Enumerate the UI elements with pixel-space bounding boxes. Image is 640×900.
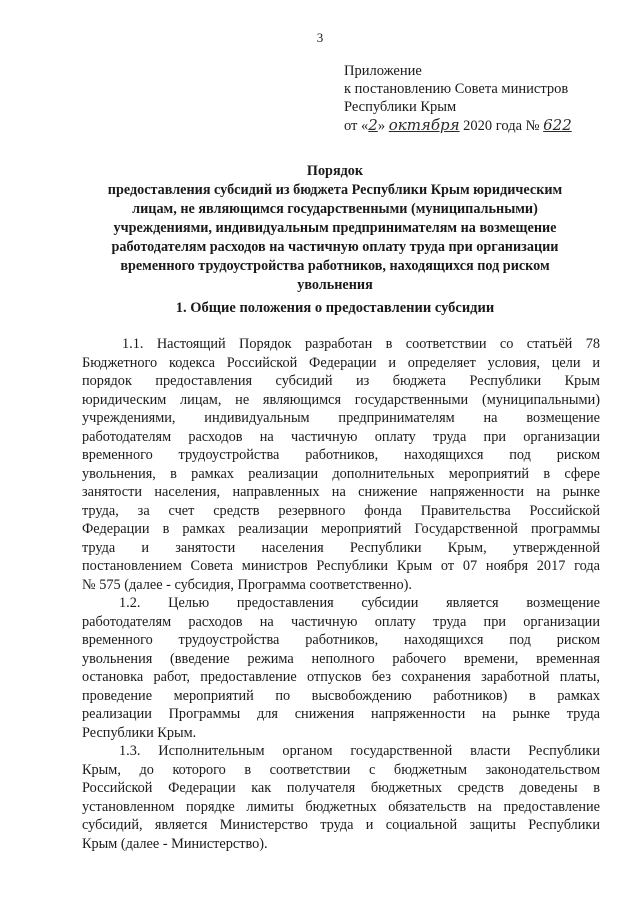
text-line: 1.3. Исполнительным органом государственной власти Республики (119, 743, 600, 759)
text-line: временного трудоустройства работников, находящихся под риском (82, 632, 600, 648)
text-line: учреждениями, индивидуальным предпринимателям на возмещение (82, 410, 600, 426)
text-line: № 575 (далее - субсидия, Программа соответственно). (82, 576, 412, 593)
handwritten-month: октября (388, 116, 460, 134)
title-line: лицам, не являющимся государственными (муниципальными) (132, 201, 538, 217)
text-line: Федерации в рамках реализации мероприятий Государственной программы (82, 521, 600, 537)
handwritten-doc-number: 622 (543, 116, 572, 134)
text-line: Республики Крым. (82, 724, 197, 741)
page-number: 3 (316, 30, 324, 45)
title-line: учреждениями, индивидуальным предпринимателям на возмещение (113, 220, 557, 236)
section-heading: 1. Общие положения о предоставлении субсидии (175, 300, 495, 316)
handwritten-day: 2 (368, 116, 378, 134)
appendix-resolution: к постановлению Совета министров (344, 81, 569, 97)
paragraph-1-1 (82, 335, 600, 594)
text-line: работодателям расходов на частичную оплату труда при организации (82, 613, 600, 630)
title-line: работодателям расходов на частичную оплату труда при организации (111, 239, 559, 255)
text-line: юридическим лицам, не являющимся государственными (муниципальными) (82, 391, 600, 408)
title-line: Порядок (306, 163, 364, 179)
text-line: Крым, до которого в соответствии с бюджетным законодательством (82, 761, 600, 778)
appendix-republic: Республики Крым (344, 99, 457, 115)
title-line: увольнения (297, 277, 373, 293)
text-line: субсидий, является Министерство труда и социальной защиты Республики (82, 817, 600, 833)
text-line: реализации Программы для снижения напряженности на рынке труда (82, 706, 600, 722)
text-line: 1.1. Настоящий Порядок разработан в соответствии со статьёй 78 (122, 336, 600, 352)
paragraph-1-2 (82, 594, 600, 742)
date-prefix: от « (344, 118, 369, 134)
text-line: Российской Федерации как получателя бюджетных средств доведены в (82, 780, 600, 796)
date-mid: » (377, 118, 389, 134)
text-line: 1.2. Целью предоставления субсидии является возмещение (119, 595, 600, 611)
text-line: остановка работ, предоставление отпусков без сохранения заработной платы, (82, 669, 600, 685)
title-line: предоставления субсидий из бюджета Республики Крым юридическим (107, 182, 563, 198)
text-line: увольнения, в рамках реализации дополнительных мероприятий в сфере (82, 465, 600, 482)
paragraph-1-3 (82, 742, 600, 853)
appendix-date-line (344, 116, 572, 135)
text-line: Крым (далее - Министерство). (82, 835, 268, 852)
text-line: проведение мероприятий по высвобождению работников) в рамках (82, 687, 600, 704)
appendix-label: Приложение (344, 63, 422, 79)
appendix-header (344, 62, 572, 135)
date-suffix: 2020 года № (459, 118, 544, 134)
text-line: труда и занятости населения Республики Крым, утвержденной (82, 539, 600, 556)
text-line: работодателям расходов на частичную оплату труда при организации (82, 428, 600, 445)
text-line: занятости населения, направленных на снижение напряженности на рынке (82, 484, 600, 500)
title-line: временного трудоустройства работников, находящихся под риском (120, 258, 550, 274)
document-title (70, 162, 600, 295)
text-line: порядок предоставления субсидий из бюджета Республики Крым (82, 373, 600, 389)
text-line: Бюджетного кодекса Российской Федерации и определяет условия, цели и (82, 354, 600, 371)
text-line: увольнения (введение режима неполного рабочего времени, временная (82, 650, 600, 667)
text-line: постановлением Совета министров Республики Крым от 07 ноября 2017 года (82, 558, 600, 574)
text-line: установленном порядке лимиты бюджетных обязательств на предоставление (82, 798, 600, 815)
text-line: временного трудоустройства работников, находящихся под риском (82, 447, 600, 463)
text-line: труда, за счет средств резервного фонда Правительства Российской (82, 502, 600, 519)
